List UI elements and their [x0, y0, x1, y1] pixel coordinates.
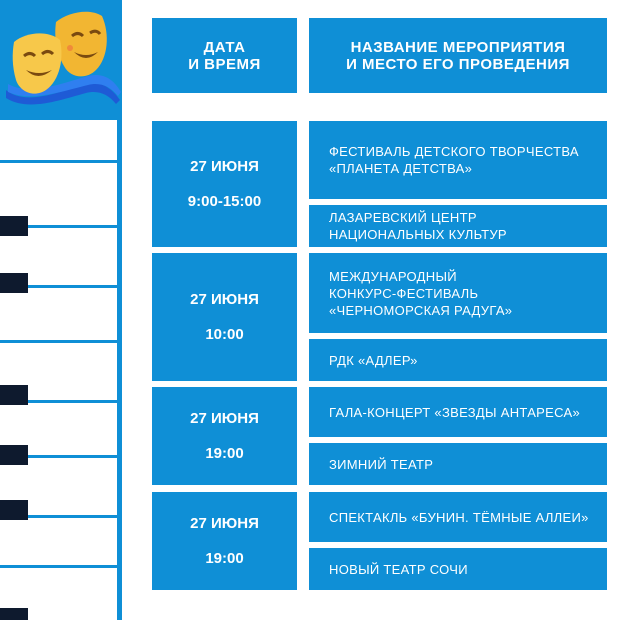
event-name-cell: [309, 387, 607, 437]
piano-black-key: [0, 500, 28, 520]
event-date: 27 ИЮНЯ: [190, 291, 259, 308]
event-place-cell: [309, 443, 607, 485]
event-date-cell: [152, 387, 297, 485]
piano-border-line: [117, 120, 122, 620]
event-place-line: ЗИМНИЙ ТЕАТР: [329, 456, 434, 472]
event-date: 27 ИЮНЯ: [190, 515, 259, 532]
piano-keys-decoration: [0, 120, 122, 620]
piano-black-key: [0, 216, 28, 236]
event-place-cell: [309, 548, 607, 590]
piano-key-divider: [0, 160, 118, 163]
date-column-header: [152, 18, 297, 93]
theatre-masks-icon: [0, 0, 122, 120]
event-date-cell: [152, 121, 297, 247]
date-header-line: ДАТА: [203, 38, 246, 56]
piano-black-key: [0, 273, 28, 293]
event-name-line: КОНКУРС-ФЕСТИВАЛЬ: [329, 285, 479, 301]
event-column-header: [309, 18, 607, 93]
event-name-line: ФЕСТИВАЛЬ ДЕТСКОГО ТВОРЧЕСТВА: [329, 144, 579, 159]
date-header-line: И ВРЕМЯ: [188, 55, 261, 73]
event-place-line: ЛАЗАРЕВСКИЙ ЦЕНТР: [329, 210, 477, 225]
piano-key-divider: [0, 340, 118, 343]
event-place-line: РДК «АДЛЕР»: [329, 352, 418, 368]
event-name-cell: [309, 253, 607, 333]
event-name-line: СПЕКТАКЛЬ «БУНИН. ТЁМНЫЕ АЛЛЕИ»: [329, 509, 589, 525]
event-place-cell: [309, 205, 607, 247]
event-place-line: НОВЫЙ ТЕАТР СОЧИ: [329, 561, 468, 577]
piano-key-divider: [0, 565, 118, 568]
event-date-cell: [152, 492, 297, 590]
event-name-line: «ЧЕРНОМОРСКАЯ РАДУГА»: [329, 302, 513, 318]
event-header-line: И МЕСТО ЕГО ПРОВЕДЕНИЯ: [346, 55, 570, 73]
piano-black-key: [0, 445, 28, 465]
event-header-line: НАЗВАНИЕ МЕРОПРИЯТИЯ: [350, 38, 566, 56]
event-time: 9:00-15:00: [187, 193, 262, 210]
piano-black-key: [0, 385, 28, 405]
logo-panel: [0, 0, 122, 120]
event-date-cell: [152, 253, 297, 381]
event-date: 27 ИЮНЯ: [190, 410, 259, 427]
event-time: 19:00: [205, 550, 244, 567]
event-date: 27 ИЮНЯ: [190, 158, 259, 175]
event-name-cell: [309, 492, 607, 542]
event-time: 19:00: [205, 445, 244, 462]
event-place-cell: [309, 339, 607, 381]
event-name-line: МЕЖДУНАРОДНЫЙ: [329, 268, 457, 284]
event-name-line: «ПЛАНЕТА ДЕТСТВА»: [329, 161, 473, 176]
event-name-line: ГАЛА-КОНЦЕРТ «ЗВЕЗДЫ АНТАРЕСА»: [329, 404, 581, 420]
event-place-line: НАЦИОНАЛЬНЫХ КУЛЬТУР: [329, 227, 507, 242]
event-name-cell: [309, 121, 607, 199]
event-time: 10:00: [205, 326, 244, 343]
piano-black-key: [0, 608, 28, 620]
